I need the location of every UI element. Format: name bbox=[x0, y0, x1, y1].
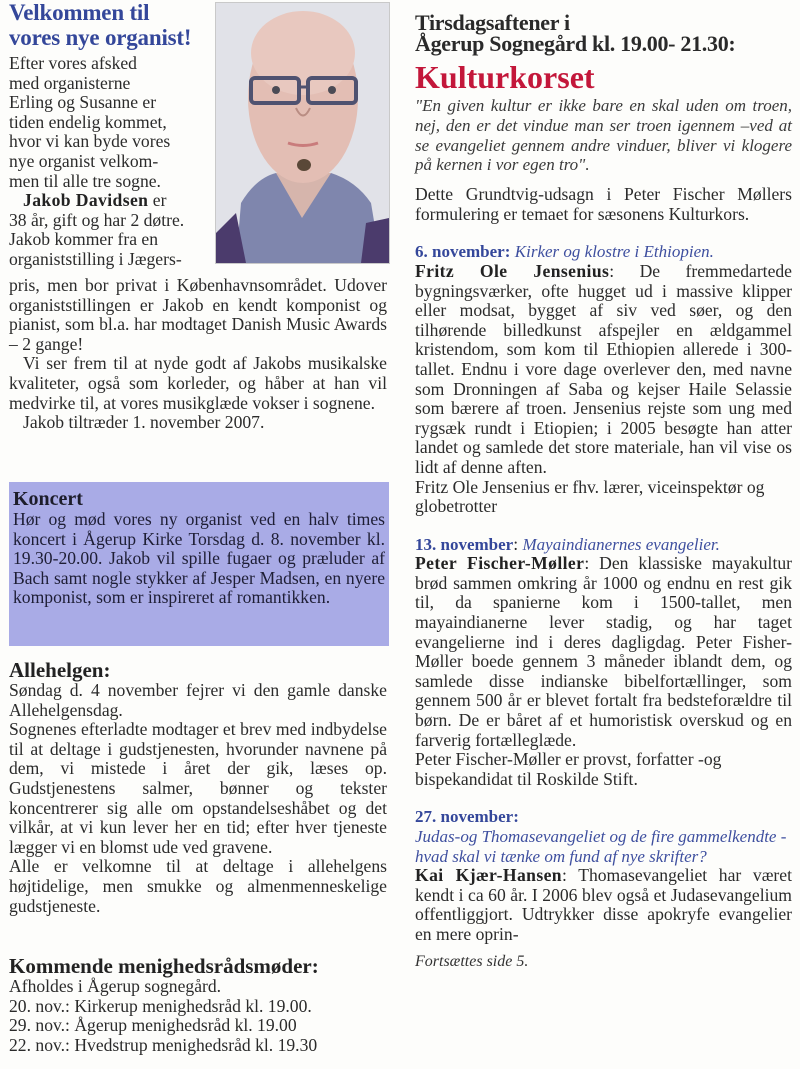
event-item bbox=[415, 535, 792, 790]
organist-photo bbox=[215, 2, 390, 264]
welcome-narrow-line: organiststilling i Jægers- bbox=[9, 248, 182, 269]
welcome-paragraph-2: Vi ser frem til at nyde godt af Jakobs musikalske kvaliteter, også som korleder, og håber at han vil medvirke til, at vores musikglæde vokser i sognene. bbox=[9, 353, 387, 413]
welcome-paragraph-1: pris, men bor privat i Københavnsområdet. Udover organiststillingen er Jakob en kendt komponist og pianist, som bl.a. har modtaget Danish Music Awards – 2 gange! bbox=[9, 275, 387, 354]
event-item bbox=[415, 242, 792, 516]
welcome-intro-line: hvor vi kan byde vores bbox=[9, 131, 171, 152]
welcome-title bbox=[9, 0, 219, 50]
kulturkorset-title: Kulturkorset bbox=[415, 59, 595, 95]
events-list bbox=[415, 242, 792, 944]
event-text: : De fremmedartede bygningsværker, ofte hugget ud i massive klipper eller modsat, bygget af siv ved søer, og den tilhørende billedkunst afspejler en ældgammel kristendom, som kom til Ethiopien allerede i 300-tallet. Endnu i vore dage overlever den, med navne som Dronningen af Saba og kejser Haile Selassie som bærere af troen. Jensenius rejste som ung med rygsæk rundt i Etiopien; i 2005 besøgte han atter landet og samlede det store materiale, han vil vise os lidt af denne aften. bbox=[415, 260, 792, 477]
event-heading bbox=[415, 535, 792, 555]
meeting-item: 29. nov.: Ågerup menighedsråd kl. 19.00 bbox=[9, 1015, 297, 1036]
event-description bbox=[415, 262, 792, 478]
speaker-bio: Peter Fischer-Møller er provst, forfatter -og bispekandidat til Roskilde Stift. bbox=[415, 749, 722, 789]
header-line1: Tirsdagsaftener i bbox=[415, 10, 570, 35]
event-topic: Judas-og Thomasevangeliet og de fire gammelkendte -hvad skal vi tænke om fund af nye skrifter? bbox=[415, 827, 787, 866]
grundtvig-quote: "En given kultur er ikke bare en skal uden om troen, nej, den er det vindue man ser troen igennem –ved at se evangeliet gennem andre vinduer, bliver vi klogere på kernen i vor egen tro". bbox=[415, 96, 792, 175]
welcome-intro-line: Erling og Susanne er bbox=[9, 92, 157, 113]
welcome-narrow-line: Jakob kommer fra en bbox=[9, 229, 159, 250]
welcome-name-line bbox=[9, 191, 219, 211]
event-speaker: Kai Kjær-Hansen bbox=[415, 865, 562, 886]
welcome-paragraph-3: Jakob tiltræder 1. november 2007. bbox=[23, 412, 265, 433]
welcome-narrow-lines bbox=[9, 211, 219, 270]
allehelgen-paragraph-2: Sognenes efterladte modtager et brev med indbydelse til at deltage i gudstjenesten, hvorunder navnene på dem, vi mistede i året der gik, læses op. Gudstjenestens salmer, bønner og tekster koncentrerer sig alle om opstandelseshåbet og det vilkår, at vi kun lever her en tid; efter hver tjeneste lægger vi en blomst ude ved gravene. bbox=[9, 719, 387, 857]
welcome-intro bbox=[9, 54, 219, 191]
kulturkorset-header bbox=[415, 12, 792, 54]
event-date: 27. november: bbox=[415, 807, 519, 827]
koncert-box bbox=[9, 482, 389, 646]
meeting-item: 20. nov.: Kirkerup menighedsråd kl. 19.00. bbox=[9, 995, 312, 1016]
welcome-intro-line: men til alle tre sogne. bbox=[9, 170, 161, 191]
organist-name: Jakob Davidsen bbox=[23, 190, 149, 211]
welcome-intro-line: nye organist velkom- bbox=[9, 150, 159, 171]
portrait-illustration bbox=[216, 3, 389, 263]
continued-note: Fortsættes side 5. bbox=[415, 952, 529, 970]
meetings-location: Afholdes i Ågerup sognegård. bbox=[9, 976, 222, 996]
event-text: : Den klassiske mayakultur brød sammen omkring år 1000 og endnu en rest gik til, da spanierne kom i 1500-tallet, men mayaindianerne lever stadig, og har taget evangelierne ind i deres dagligdag. Peter Fisher-Møller boede gennem 3 måneder iblandt dem, og samlede disse indianske bibelfortællinger, som gennem 500 år er blevet fortalt fra bedsteforældre til børn. De er båret af et humoristisk overskud og en farverig fortælleglæde. bbox=[415, 553, 792, 750]
event-heading bbox=[415, 242, 792, 262]
welcome-body bbox=[9, 276, 387, 433]
koncert-text: Hør og mød vores ny organist ved en halv times koncert i Ågerup Kirke Torsdag d. 8. november kl. 19.30-20.00. Jakob vil spille fugaer og præluder af Bach samt nogle stykker af Jesper Madsen, en nyere komponist, som er inspireret af romantikken. bbox=[13, 509, 385, 608]
welcome-narrow-line: 38 år, gift og har 2 døtre. bbox=[9, 209, 185, 230]
name-suffix: er bbox=[148, 190, 167, 211]
event-topic: Mayaindianernes evangelier. bbox=[522, 534, 720, 554]
allehelgen-paragraph-1: Søndag d. 4 november fejrer vi den gamle danske Allehelgensdag. bbox=[9, 680, 387, 720]
event-text: : Thomasevangeliet har været kendt i ca 60 år. I 2006 blev også et Judasevangelium offentliggjort. Udtrykker disse apokryfe evangelier en mere oprin- bbox=[415, 865, 792, 944]
welcome-article bbox=[9, 0, 219, 270]
event-description bbox=[415, 866, 792, 944]
event-date-separator: : bbox=[513, 533, 523, 554]
right-column bbox=[415, 0, 792, 971]
welcome-intro-line: med organisterne bbox=[9, 72, 131, 93]
event-date: 6. november: bbox=[415, 242, 511, 262]
event-speaker: Fritz Ole Jensenius bbox=[415, 260, 610, 281]
event-description bbox=[415, 554, 792, 750]
kulturkorset-intro: Dette Grundtvig-udsagn i Peter Fischer Møllers formulering er temaet for sæsonens Kulturkors. bbox=[415, 184, 792, 224]
event-heading bbox=[415, 807, 792, 827]
meetings-title: Kommende menighedsrådsmøder: bbox=[9, 954, 319, 978]
meeting-item: 22. nov.: Hvedstrup menighedsråd kl. 19.30 bbox=[9, 1034, 318, 1055]
event-speaker: Peter Fischer-Møller bbox=[415, 553, 585, 574]
event-item bbox=[415, 807, 792, 944]
event-topic: Kirker og klostre i Ethiopien. bbox=[514, 242, 714, 262]
speaker-bio: Fritz Ole Jensenius er fhv. lærer, viceinspektør og globetrotter bbox=[415, 476, 765, 517]
meetings-section bbox=[9, 956, 387, 1055]
welcome-intro-line: Efter vores afsked bbox=[9, 53, 137, 73]
allehelgen-section bbox=[9, 660, 387, 916]
header-line2: Ågerup Sognegård kl. 19.00- 21.30: bbox=[415, 31, 736, 56]
event-date: 13. november bbox=[415, 534, 514, 554]
welcome-title-line1: Velkommen til bbox=[9, 0, 150, 25]
welcome-intro-line: tiden endelig kommet, bbox=[9, 111, 167, 132]
welcome-title-line2: vores nye organist! bbox=[9, 25, 192, 50]
koncert-title: Koncert bbox=[13, 488, 83, 510]
allehelgen-paragraph-3: Alle er velkomne til at deltage i allehelgens højtidelige, men smukke og almenmenneskelige gudstjeneste. bbox=[9, 856, 387, 916]
allehelgen-title: Allehelgen: bbox=[9, 658, 111, 682]
meetings-list bbox=[9, 997, 387, 1056]
